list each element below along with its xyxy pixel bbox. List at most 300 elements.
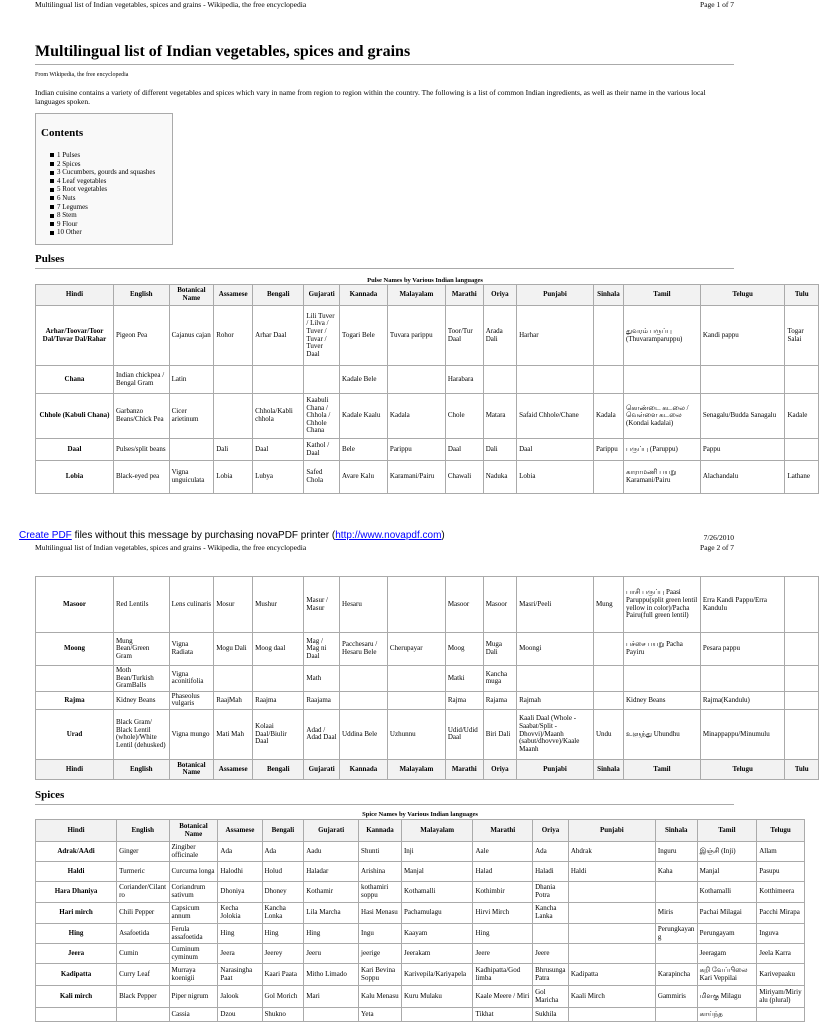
table-row xyxy=(36,394,819,439)
page-number: Page 1 of 7 xyxy=(700,0,734,9)
table-cell: Dzou xyxy=(218,1008,262,1022)
column-header[interactable]: Oriya xyxy=(533,820,569,842)
pulses-divider xyxy=(35,268,734,269)
table-cell: Lens culinaris xyxy=(169,577,214,633)
column-header[interactable]: Telugu xyxy=(700,759,785,779)
table-cell: Haladar xyxy=(304,862,359,882)
column-header[interactable]: Assamese xyxy=(214,285,253,306)
contents-item[interactable]: 2 Spices xyxy=(50,160,155,169)
table-cell: Indian chickpea / Bengal Gram xyxy=(113,366,169,394)
column-header[interactable]: Gujarati xyxy=(304,820,359,842)
table-cell: Cassia xyxy=(169,1008,218,1022)
table-cell xyxy=(624,666,701,692)
page2-number: Page 2 of 7 xyxy=(700,543,734,552)
create-pdf-link[interactable]: Create PDF xyxy=(19,530,72,541)
table-cell: Halodhi xyxy=(218,862,262,882)
table-cell: Uzhunnu xyxy=(387,709,445,759)
table-cell xyxy=(253,666,304,692)
table-cell: Holud xyxy=(262,862,304,882)
table-row xyxy=(36,842,805,862)
table-cell: Kaale Meere / Miri xyxy=(473,986,533,1008)
page2-header xyxy=(35,543,734,552)
table-cell: Ferula assafoetida xyxy=(169,924,218,944)
column-header[interactable]: Bengali xyxy=(262,820,304,842)
table-cell: Hasi Menasu xyxy=(359,903,402,924)
row-header-cell: Hing xyxy=(36,924,117,944)
column-header[interactable]: Telugu xyxy=(757,820,805,842)
table-cell: Cumin xyxy=(117,944,169,964)
row-header-cell: Daal xyxy=(36,439,114,461)
table-cell: துவரம் பருப்பு (Thuvaramparuppu) xyxy=(624,306,701,366)
table-cell xyxy=(253,366,304,394)
table-cell: Raajama xyxy=(304,691,340,709)
table-cell: Masoor xyxy=(483,577,516,633)
table-cell: Masoor xyxy=(445,577,483,633)
table-cell: Kadala xyxy=(593,394,623,439)
table-cell xyxy=(568,903,655,924)
table-cell: Ada xyxy=(218,842,262,862)
novapdf-link[interactable]: http://www.novapdf.com xyxy=(335,530,442,541)
table-row xyxy=(36,366,819,394)
table-cell: Haldi xyxy=(568,862,655,882)
column-header[interactable]: Tamil xyxy=(624,759,701,779)
print-date: 7/26/2010 xyxy=(703,533,734,542)
table-cell: Kancha Lonka xyxy=(262,903,304,924)
table-cell: Kothamalli xyxy=(697,882,757,903)
table-cell xyxy=(785,666,819,692)
table-cell: Rajma xyxy=(445,691,483,709)
column-header[interactable]: Kannada xyxy=(359,820,402,842)
table-cell: Parippu xyxy=(593,439,623,461)
row-header-cell: Kadipatta xyxy=(36,964,117,986)
table-cell xyxy=(568,882,655,903)
table-cell: Yeta xyxy=(359,1008,402,1022)
table-cell: Cuminum cyminum xyxy=(169,944,218,964)
table-cell: Jeere xyxy=(533,944,569,964)
table-cell xyxy=(304,366,340,394)
table-cell: Capsicum annum xyxy=(169,903,218,924)
table-cell: Chili Pepper xyxy=(117,903,169,924)
table-cell: Dhoney xyxy=(262,882,304,903)
column-header[interactable]: Marathi xyxy=(445,285,483,306)
table-cell: Daal xyxy=(253,439,304,461)
table-cell: Rohor xyxy=(214,306,253,366)
contents-item[interactable]: 4 Leaf vegetables xyxy=(50,177,155,186)
column-header[interactable]: Hindi xyxy=(36,820,117,842)
table-cell xyxy=(387,666,445,692)
table-cell: Kolaai Daal/Biulir Daal xyxy=(253,709,304,759)
column-header[interactable]: Telugu xyxy=(700,285,785,306)
column-header[interactable]: English xyxy=(113,285,169,306)
column-header[interactable]: Tulu xyxy=(785,285,819,306)
table-cell: Kecha Jolokia xyxy=(218,903,262,924)
contents-list xyxy=(50,151,155,237)
table-cell: Manjal xyxy=(401,862,473,882)
table-cell: Coriander/Cilantro xyxy=(117,882,169,903)
row-header-cell: Lobia xyxy=(36,461,114,494)
table-cell xyxy=(700,666,785,692)
table-cell: Moongi xyxy=(517,633,594,666)
table-cell: Mari xyxy=(304,986,359,1008)
table-cell: Halad xyxy=(473,862,533,882)
column-header[interactable]: English xyxy=(117,820,169,842)
table-cell: Kadipatta xyxy=(568,964,655,986)
table-cell xyxy=(757,1008,805,1022)
table-cell: Minappappu/Minumulu xyxy=(700,709,785,759)
table-cell: Jeerakam xyxy=(401,944,473,964)
table-cell: Kandi pappu xyxy=(700,306,785,366)
table-row xyxy=(36,964,805,986)
table-cell: Perungkayang xyxy=(655,924,697,944)
row-header-cell: Hara Dhaniya xyxy=(36,882,117,903)
table-cell: Moog daal xyxy=(253,633,304,666)
table-cell xyxy=(593,461,623,494)
table-cell: Karamani/Pairu xyxy=(387,461,445,494)
table-cell: Inji xyxy=(401,842,473,862)
table-cell: Kaayam xyxy=(401,924,473,944)
table-cell: Hing xyxy=(473,924,533,944)
table-cell: Kalu Menasu xyxy=(359,986,402,1008)
column-header[interactable]: Tamil xyxy=(697,820,757,842)
contents-item[interactable]: 9 Flour xyxy=(50,220,155,229)
table-cell: Kari Bevina Soppu xyxy=(359,964,402,986)
table-cell: Toor/Tur Daal xyxy=(445,306,483,366)
table-cell: Curry Leaf xyxy=(117,964,169,986)
table-cell: Undu xyxy=(593,709,623,759)
table-cell: Hing xyxy=(218,924,262,944)
row-header-cell: Chana xyxy=(36,366,114,394)
table-cell: Bele xyxy=(340,439,388,461)
table-cell: Pasupu xyxy=(757,862,805,882)
table-cell xyxy=(624,366,701,394)
table-row xyxy=(36,461,819,494)
table-cell xyxy=(387,366,445,394)
table-cell: Perungayam xyxy=(697,924,757,944)
contents-item[interactable]: 8 Stem xyxy=(50,211,155,220)
table-cell xyxy=(655,882,697,903)
spices-table-frame xyxy=(0,819,802,1024)
table-cell: Inguru xyxy=(655,842,697,862)
table-cell: Mag / Mag ni Daal xyxy=(304,633,340,666)
table-cell: காய்ந்த xyxy=(697,1008,757,1022)
table-cell: Vigna mungo xyxy=(169,709,214,759)
table-cell: Ada xyxy=(262,842,304,862)
page-header xyxy=(35,0,734,9)
table-cell xyxy=(304,1008,359,1022)
table-row xyxy=(36,439,819,461)
table-row xyxy=(36,986,805,1008)
table-cell: Lili Tuver / Lilva / Tuver / Tuvar / Tuver Daal xyxy=(304,306,340,366)
table-cell xyxy=(785,577,819,633)
column-header[interactable]: English xyxy=(113,759,169,779)
table-cell: Ada xyxy=(533,842,569,862)
table-cell: Curcuma longa xyxy=(169,862,218,882)
table-cell: Kadhipatta/God limba xyxy=(473,964,533,986)
table-cell: Kancha muga xyxy=(483,666,516,692)
table-cell: jeerige xyxy=(359,944,402,964)
column-header[interactable]: Kannada xyxy=(340,285,388,306)
table-cell: Jalook xyxy=(218,986,262,1008)
contents-item[interactable]: 3 Cucumbers, gourds and squashes xyxy=(50,168,155,177)
table-cell: Shukno xyxy=(262,1008,304,1022)
table-cell: Kadale Bele xyxy=(340,366,388,394)
row-header-cell: Kali mirch xyxy=(36,986,117,1008)
table-cell: Sukhila xyxy=(533,1008,569,1022)
table-cell: Arishina xyxy=(359,862,402,882)
article-title: Multilingual list of Indian vegetables, spices and grains xyxy=(35,43,411,60)
table-cell: Dhoniya xyxy=(218,882,262,903)
column-header[interactable]: Sinhala xyxy=(593,285,623,306)
row-header-cell: Moong xyxy=(36,633,114,666)
column-header[interactable]: Malayalam xyxy=(401,820,473,842)
column-header[interactable]: Bengali xyxy=(253,759,304,779)
table-cell: Cicer arietinum xyxy=(169,394,214,439)
table-cell: Aale xyxy=(473,842,533,862)
column-header[interactable]: Botanical Name xyxy=(169,285,214,306)
column-header[interactable]: Gujarati xyxy=(304,759,340,779)
table-cell: பாசி பருப்பு Paasi Paruppu(split green lentil yellow in color)/Pacha Pairu(full green lentil) xyxy=(624,577,701,633)
table-row xyxy=(36,691,819,709)
table-cell xyxy=(401,1008,473,1022)
table-cell: Miris xyxy=(655,903,697,924)
table-cell: Kidney Beans xyxy=(113,691,169,709)
table-cell: Avare Kalu xyxy=(340,461,388,494)
table-cell: Daal xyxy=(517,439,594,461)
column-header[interactable]: Assamese xyxy=(218,820,262,842)
contents-item[interactable]: 6 Nuts xyxy=(50,194,155,203)
column-header[interactable]: Oriya xyxy=(483,285,516,306)
header-row xyxy=(36,820,805,842)
table-cell: Vigna aconitifolia xyxy=(169,666,214,692)
table-cell: Kaabuli Chana / Chhola / Chhole Chana xyxy=(304,394,340,439)
table-cell: Chawali xyxy=(445,461,483,494)
table-cell: Vigna unguiculata xyxy=(169,461,214,494)
table-row xyxy=(36,903,805,924)
column-header[interactable]: Assamese xyxy=(214,759,253,779)
table-cell: Togari Bele xyxy=(340,306,388,366)
column-header[interactable]: Sinhala xyxy=(655,820,697,842)
table-cell: Muga Dali xyxy=(483,633,516,666)
table-cell xyxy=(169,439,214,461)
column-header[interactable]: Botanical Name xyxy=(169,759,214,779)
table-cell: Dali xyxy=(483,439,516,461)
table-cell: Chhola/Kabli chhola xyxy=(253,394,304,439)
source-note: From Wikipedia, the free encyclopedia xyxy=(35,72,129,78)
table-cell: Biri Dali xyxy=(483,709,516,759)
table-cell: Daal xyxy=(445,439,483,461)
table-cell: Lobia xyxy=(214,461,253,494)
table-cell xyxy=(214,394,253,439)
table-cell: Alachandalu xyxy=(700,461,785,494)
column-header[interactable]: Bengali xyxy=(253,285,304,306)
table-cell: Adad / Adad Daal xyxy=(304,709,340,759)
table-cell: Chole xyxy=(445,394,483,439)
table-cell: Pacchi Mirapa xyxy=(757,903,805,924)
table-cell: Pacchesaru / Hesaru Bele xyxy=(340,633,388,666)
table-cell: Rajma(Kandulu) xyxy=(700,691,785,709)
table-cell xyxy=(483,366,516,394)
page-header-title: Multilingual list of Indian vegetables, spices and grains - Wikipedia, the free encyclopedia xyxy=(35,0,307,9)
table-cell: Pigeon Pea xyxy=(113,306,169,366)
table-cell: Moth Bean/Turkish GramBalls xyxy=(113,666,169,692)
table-cell xyxy=(593,306,623,366)
column-header[interactable]: Sinhala xyxy=(593,759,623,779)
table-row xyxy=(36,862,805,882)
table-cell: Inguva xyxy=(757,924,805,944)
table-cell: Kaali Daal (Whole - Saabat/Split - Dhovvi)/Maanh (sabut/dhovve)/Kaale Maanh xyxy=(517,709,594,759)
column-header[interactable]: Punjabi xyxy=(517,759,594,779)
table-cell xyxy=(568,924,655,944)
table-cell: Vigna Radiata xyxy=(169,633,214,666)
table-row xyxy=(36,633,819,666)
banner-text: files without this message by purchasing novaPDF printer ( xyxy=(71,530,336,541)
table-cell: Gol Morich xyxy=(262,986,304,1008)
column-header[interactable]: Tulu xyxy=(785,759,819,779)
table-cell: Mung xyxy=(593,577,623,633)
table-cell: Kothamir xyxy=(304,882,359,903)
table-cell xyxy=(655,944,697,964)
table-cell: Mung Bean/Green Gram xyxy=(113,633,169,666)
pulses-table xyxy=(35,284,819,494)
contents-item[interactable]: 1 Pulses xyxy=(50,151,155,160)
table-cell: Lathane xyxy=(785,461,819,494)
intro-paragraph: Indian cuisine contains a variety of different vegetables and spices which vary in name from region to region within the country. The following is a list of common Indian ingredients, as well as their name in the various local languages spoken. xyxy=(35,88,706,106)
table-cell: Cajanus cajan xyxy=(169,306,214,366)
table-cell: Moog xyxy=(445,633,483,666)
table-cell: Garbanzo Beans/Chick Pea xyxy=(113,394,169,439)
pulses-caption: Pulse Names by Various Indian languages xyxy=(367,277,483,284)
table-cell: Manjal xyxy=(697,862,757,882)
column-header[interactable]: Kannada xyxy=(340,759,388,779)
table-cell: Murraya koenigii xyxy=(169,964,218,986)
table-cell: Lila Marcha xyxy=(304,903,359,924)
table-cell: Narasingha Paat xyxy=(218,964,262,986)
table-cell: Mati Mah xyxy=(214,709,253,759)
table-cell: Cherupayar xyxy=(387,633,445,666)
table-cell: Pulses/split beans xyxy=(113,439,169,461)
column-header[interactable]: Punjabi xyxy=(568,820,655,842)
column-header[interactable]: Marathi xyxy=(445,759,483,779)
column-header[interactable]: Punjabi xyxy=(517,285,594,306)
table-cell: Piper nigrum xyxy=(169,986,218,1008)
table-cell: கறி வேப்பிலை Kari Veppilai xyxy=(697,964,757,986)
table-cell xyxy=(387,577,445,633)
table-cell: Arada Dali xyxy=(483,306,516,366)
table-cell xyxy=(214,366,253,394)
table-cell: Jeera xyxy=(218,944,262,964)
table-row xyxy=(36,306,819,366)
table-cell: RaajMah xyxy=(214,691,253,709)
column-header[interactable]: Gujarati xyxy=(304,285,340,306)
page2-header-title: Multilingual list of Indian vegetables, spices and grains - Wikipedia, the free encyclopedia xyxy=(35,543,307,552)
column-header[interactable]: Botanical Name xyxy=(169,820,218,842)
table-cell: Kothamalli xyxy=(401,882,473,903)
table-cell: Tuvara parippu xyxy=(387,306,445,366)
table-cell xyxy=(387,691,445,709)
table-row xyxy=(36,666,819,692)
table-cell: Kadale xyxy=(785,394,819,439)
row-header-cell: Jeera xyxy=(36,944,117,964)
table-cell: Safaid Chhole/Chane xyxy=(517,394,594,439)
table-cell: Phaseolus vulgaris xyxy=(169,691,214,709)
contents-item[interactable]: 5 Root vegetables xyxy=(50,185,155,194)
table-cell: Arhar Daal xyxy=(253,306,304,366)
table-cell: பச்சை பயறு Pacha Payiru xyxy=(624,633,701,666)
row-header-cell xyxy=(36,666,114,692)
row-header-cell: Masoor xyxy=(36,577,114,633)
column-header[interactable]: Tamil xyxy=(624,285,701,306)
table-cell: Jeeru xyxy=(304,944,359,964)
column-header[interactable]: Marathi xyxy=(473,820,533,842)
column-header[interactable]: Oriya xyxy=(483,759,516,779)
table-cell: Matara xyxy=(483,394,516,439)
table-cell: Karapincha xyxy=(655,964,697,986)
table-cell xyxy=(517,366,594,394)
table-cell: Black-eyed pea xyxy=(113,461,169,494)
column-header[interactable]: Hindi xyxy=(36,759,114,779)
table-cell: உளுந்து Uhundhu xyxy=(624,709,701,759)
table-cell: Uddina Bele xyxy=(340,709,388,759)
table-cell: Harabara xyxy=(445,366,483,394)
row-header-cell xyxy=(36,1008,117,1022)
table-cell xyxy=(655,1008,697,1022)
spices-table xyxy=(35,819,805,1022)
table-cell: Erra Kandi Pappu/Erra Kandulu xyxy=(700,577,785,633)
table-cell: காராமணி பயறு Karamani/Pairu xyxy=(624,461,701,494)
table-cell: Masri/Peeli xyxy=(517,577,594,633)
table-cell: Kadale Kaalu xyxy=(340,394,388,439)
column-header[interactable]: Hindi xyxy=(36,285,114,306)
table-cell: இஞ்சி (Inji) xyxy=(697,842,757,862)
table-cell xyxy=(785,691,819,709)
table-cell: Naduka xyxy=(483,461,516,494)
table-cell: Dali xyxy=(214,439,253,461)
table-cell: Turmeric xyxy=(117,862,169,882)
table-cell xyxy=(214,666,253,692)
table-cell xyxy=(593,666,623,692)
table-cell: Miriyam/Miriyalu (plural) xyxy=(757,986,805,1008)
row-header-cell: Haldi xyxy=(36,862,117,882)
table-cell: Ingu xyxy=(359,924,402,944)
table-cell: Kathol / Daal xyxy=(304,439,340,461)
contents-item[interactable]: 7 Legumes xyxy=(50,203,155,212)
table-row xyxy=(36,882,805,903)
table-cell: பருப்பு (Paruppu) xyxy=(624,439,701,461)
contents-item[interactable]: 10 Other xyxy=(50,228,155,237)
table-cell: Togar Salai xyxy=(785,306,819,366)
banner-suffix: ) xyxy=(441,530,445,541)
table-row xyxy=(36,1008,805,1022)
column-header[interactable]: Malayalam xyxy=(387,759,445,779)
table-cell: Rajmah xyxy=(517,691,594,709)
header-row xyxy=(36,285,819,306)
table-of-contents xyxy=(35,113,173,245)
table-cell: Shunti xyxy=(359,842,402,862)
table-cell: Kidney Beans xyxy=(624,691,701,709)
table-cell: Aadu xyxy=(304,842,359,862)
pulses-heading: Pulses xyxy=(35,253,65,265)
table-cell: Bhrusunga Patra xyxy=(533,964,569,986)
table-cell: Mosur xyxy=(214,577,253,633)
row-header-cell: Arhar/Toovar/Toor Dal/Tuvar Dal/Rahar xyxy=(36,306,114,366)
pulses-table-frame xyxy=(0,284,811,495)
table-cell xyxy=(340,666,388,692)
table-cell: Mitho Limado xyxy=(304,964,359,986)
table-cell xyxy=(340,691,388,709)
table-cell: Kancha Lanka xyxy=(533,903,569,924)
table-row xyxy=(36,577,819,633)
column-header[interactable]: Malayalam xyxy=(387,285,445,306)
